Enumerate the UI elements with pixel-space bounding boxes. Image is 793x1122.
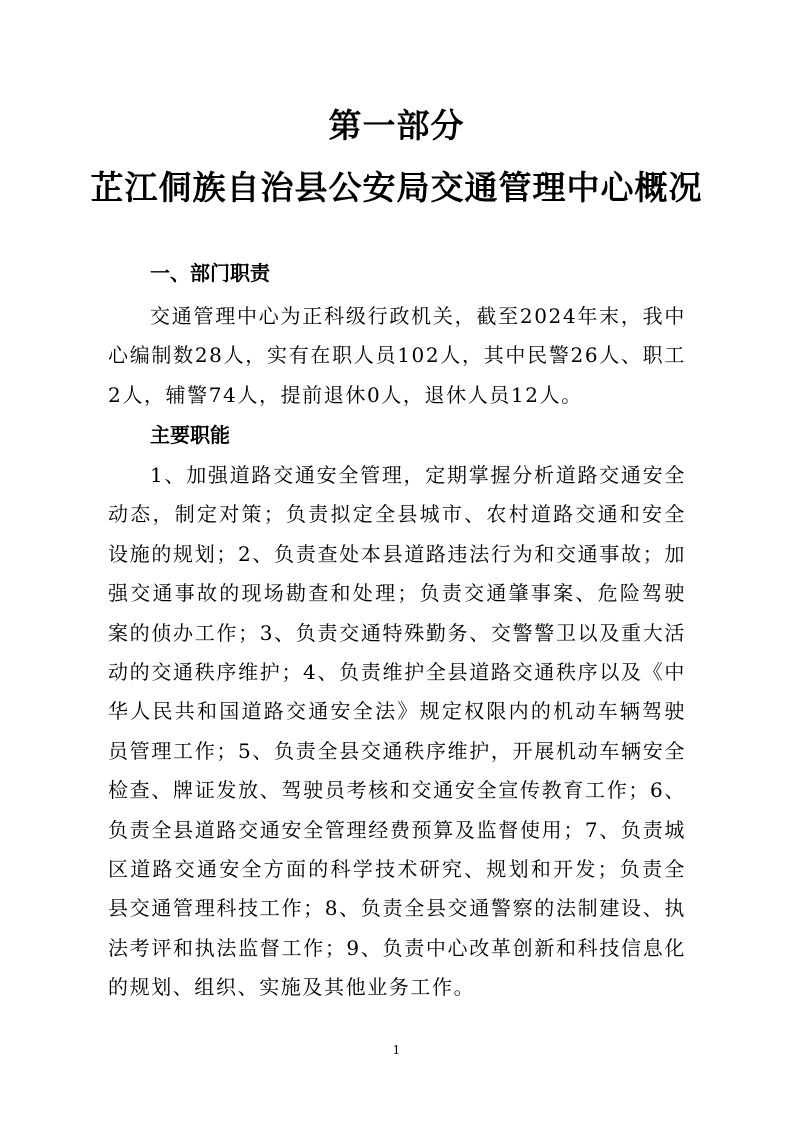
section-heading-duty: 一、部门职责 — [150, 261, 270, 285]
duty-paragraph: 交通管理中心为正科级行政机关，截至2024年末，我中心编制数28人，实有在职人员102人，其中民警26人、职工2人，辅警74人，提前退休0人，退休人员12人。 — [108, 304, 686, 407]
section-heading-functions: 主要职能 — [150, 423, 230, 447]
functions-paragraph: 1、加强道路交通安全管理，定期掌握分析道路交通安全动态，制定对策；负责拟定全县城市、农村道路交通和安全设施的规划；2、负责查处本县道路违法行为和交通事故；加强交通事故的现场勘查和处理；负责交通肇事案、危险驾驶案的侦办工作；3、负责交通特殊勤务、交警警卫以及重大活动的交通秩序维护；4、负责维护全县道路交通秩序以及《中华人民共和国道路交通安全法》规定权限内的机动车辆驾驶员管理工作；5、负责全县交通秩序维护，开展机动车辆安全检查、牌证发放、驾驶员考核和交通安全宣传教育工作；6、负责全县道路交通安全管理经费预算及监督使用；7、负责城区道路交通安全方面的科学技术研究、规划和开发；负责全县交通管理科技工作；8、负责全县交通警察的法制建设、执法考评和执法监督工作；9、负责中心改革创新和科技信息化的规划、组织、实施及其他业务工作。 — [108, 463, 686, 1000]
document-title: 芷江侗族自治县公安局交通管理中心概况 — [90, 168, 703, 207]
page-number: 1 — [392, 1043, 401, 1057]
part-title: 第一部分 — [328, 106, 465, 145]
